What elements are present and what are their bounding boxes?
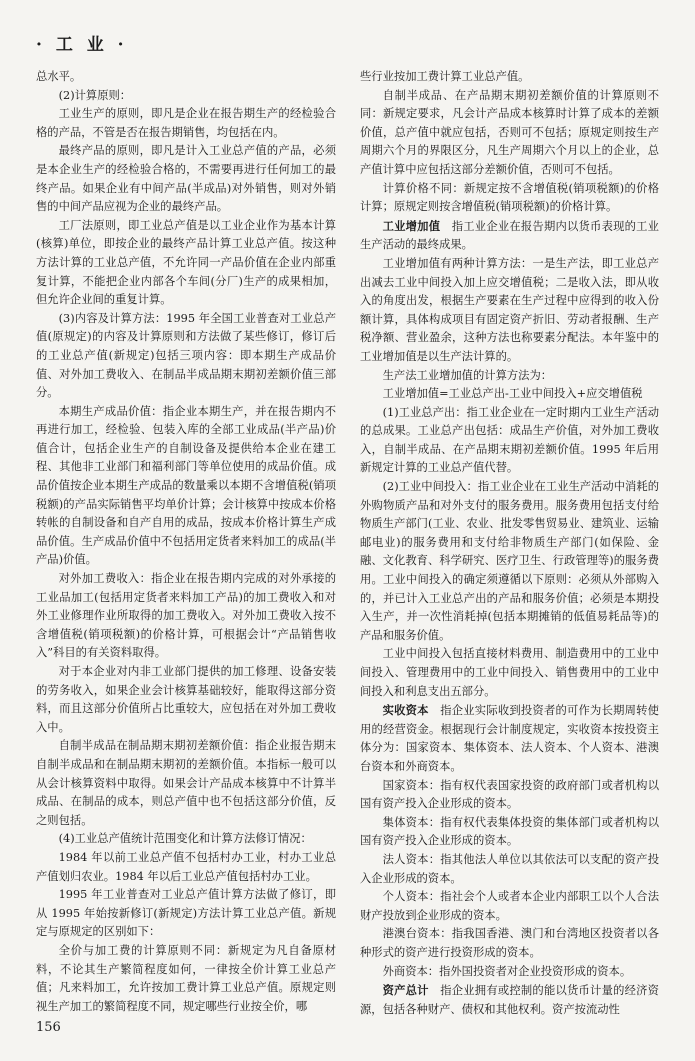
paragraph (360, 180, 659, 217)
paragraph (36, 942, 336, 1016)
paragraph (360, 925, 659, 962)
paragraph (360, 645, 659, 701)
paragraph-text: 1995 年工业普查对工业总产值计算方法做了修订，即从 1995 年始按新修订(新规定)方法计算工业总产值。新规定与原规定的区别如下： (36, 888, 336, 939)
paragraph (360, 814, 659, 851)
paragraph-text: 最终产品的原则，即凡是计入工业总产值的产品，必须是本企业生产的经检验合格的，不需要再进行任何加工的最终产品。如果企业有中间产品(半成品)对外销售，则对外销售的中间产品应视为企业的最终产品。 (36, 144, 336, 214)
term-heading: 工业增加值 (382, 218, 441, 233)
paragraph-text: 生产法工业增加值的计算方法为： (382, 368, 553, 382)
paragraph (360, 777, 659, 814)
paragraph-text: 自制半成品在制品期末期初差额价值：指企业报告期末自制半成品和在制品期末期初的差额价值。本指标一般可以从会计核算资料中取得。如果会计产品成本核算中不计算半成品、在制品的成本，则总产值中也不包括这部分价值，反之则包括。 (36, 739, 336, 827)
paragraph (36, 737, 336, 830)
paragraph (36, 886, 336, 942)
paragraph (36, 403, 336, 570)
paragraph (360, 701, 659, 776)
paragraph-text: 指企业拥有或控制的能以货币计量的经济资源，包括各种财产、债权和其他权利。资产按流动性 (360, 984, 659, 1016)
paragraph (36, 217, 336, 310)
term-heading: 实收资本 (382, 703, 429, 718)
paragraph-text: (4)工业总产值统计范围变化和计算方法修订情况： (58, 832, 312, 846)
paragraph-text: 对外加工费收入：指企业在报告期内完成的对外承接的工业品加工(包括用定货者来料加工产品)的加工费收入和对外工业修理作业所取得的加工费收入。对外加工费收入按不含增值税(销项税额)的价格计算，可根据会计“产品销售收入”科目的有关资料取得。 (36, 572, 336, 660)
paragraph (36, 310, 336, 403)
paragraph-text: (3)内容及计算方法：1995 年全国工业普查对工业总产值(原规定)的内容及计算原则和方法做了某些修订，修订后的工业总产值(新规定)包括三项内容：即本期生产成品价值、对外加工费收入、在制品半成品期末期初差额价值三部分。 (36, 311, 336, 400)
paragraph-text: (1)工业总产出：指工业企业在一定时期内工业生产活动的总成果。工业总产出包括：成品生产价值，对外加工费收入，自制半成品、在产品期末期初差额价值。1995 年后用新规定计算的工业总产值代替。 (360, 405, 659, 475)
paragraph (360, 68, 659, 87)
paragraph (360, 217, 659, 255)
paragraph-text: 集体资本：指有权代表集体投资的集体部门或者机构以国有资产投入企业形成的资本。 (360, 815, 659, 848)
paragraph-text: 总水平。 (36, 70, 82, 83)
paragraph-text: (2)工业中间投入：指工业企业在工业生产活动中消耗的外购物质产品和对外支付的服务费用。服务费用包括支付给物质生产部门(工业、农业、批发零售贸易业、建筑业、运输邮电业)的服务费用和支付给非物质生产部门(如保险、金融、文化教育、科学研究、医疗卫生、行政管理等)的服务费用。工业中间投入的确定须遵循以下原则：必须从外部购入的，并已计入工业总产出的产品和服务价值；必须是本期投入生产，并一次性消耗掉(包括本期摊销的低值易耗品等)的产品和服务价值。 (360, 480, 659, 642)
paragraph (360, 888, 659, 925)
paragraph-text: 指工业企业在报告期内以货币表现的工业生产活动的最终成果。 (360, 219, 659, 252)
left-column (36, 68, 336, 1016)
paragraph-text: 外商资本：指外国投资者对企业投资形成的资本。 (382, 964, 632, 978)
paragraph (36, 87, 336, 106)
page-number: 156 (36, 1020, 61, 1035)
paragraph-text: 工业生产的原则，即凡是企业在报告期生产的经检验合格的产品，不管是否在报告期销售，均包括在内。 (36, 107, 336, 139)
paragraph-text: 国家资本：指有权代表国家投资的政府部门或者机构以国有资产投入企业形成的资本。 (360, 778, 659, 811)
paragraph-text: 个人资本：指社会个人或者本企业内部职工以个人合法财产投放到企业形成的资本。 (360, 890, 659, 922)
paragraph-text: 1984 年以前工业总产值不包括村办工业，村办工业总产值划归农业。1984 年以后工业总产值包括村办工业。 (36, 850, 336, 883)
paragraph (36, 68, 336, 87)
paragraph (360, 478, 659, 645)
paragraph (360, 851, 659, 888)
paragraph (360, 255, 659, 367)
paragraph-text: 港澳台资本：指我国香港、澳门和台湾地区投资者以各种形式的资产进行投资形成的资本。 (360, 927, 659, 959)
paragraph (360, 367, 659, 386)
paragraph-text: 法人资本：指其他法人单位以其依法可以支配的资产投入企业形成的资本。 (360, 852, 659, 885)
paragraph-text: (2)计算原则： (58, 88, 132, 102)
paragraph-text: 对于本企业对内非工业部门提供的加工修理、设备安装的劳务收入，如果企业会计核算基础较好，能取得这部分资料，而且这部分价值所占比重较大，应包括在对外加工费收入中。 (36, 665, 336, 734)
section-header: · 工 业 · (36, 35, 128, 55)
term-heading: 资产总计 (382, 983, 429, 998)
paragraph-text: 工业中间投入包括直接材料费用、制造费用中的工业中间投入、管理费用中的工业中间投入、销售费用中的工业中间投入和利息支出五部分。 (360, 647, 659, 698)
paragraph (36, 105, 336, 142)
paragraph-text: 自制半成品、在产品期末期初差额价值的计算原则不同：新规定要求，凡会计产品成本核算时计算了成本的差额价值，总产值中就应包括，否则可不包括；原规定则按生产周期六个月的界限区分，凡生产周期六个月以上的企业，总产值计算中应包括这部分差额价值，否则可不包括。 (360, 88, 659, 176)
paragraph-text: 计算价格不同：新规定按不含增值税(销项税额)的价格计算；原规定则按含增值税(销项税额)的价格计算。 (360, 181, 659, 214)
right-column (360, 68, 659, 1019)
paragraph-text: 些行业按加工费计算工业总产值。 (360, 70, 530, 83)
paragraph-text: 工业增加值=工业总产出-工业中间投入+应交增值税 (382, 387, 643, 401)
paragraph (360, 981, 659, 1019)
paragraph (360, 963, 659, 982)
paragraph-text: 全价与加工费的计算原则不同：新规定为凡自备原材料，不论其生产繁简程度如何，一律按全价计算工业总产值；凡来料加工，允许按加工费计算工业总产值。原规定则视生产加工的繁简程度不同，规定哪些行业按全价，哪 (36, 943, 336, 1013)
paragraph (36, 663, 336, 737)
paragraph (360, 87, 659, 180)
paragraph (36, 849, 336, 886)
paragraph-text: 本期生产成品价值：指企业本期生产，并在报告期内不再进行加工，经检验、包装入库的全部工业成品(半产品)价值合计，包括企业生产的自制设备及提供给本企业在建工程、其他非工业部门和福利部门等单位使用的成品价值。成品价值按企业本期生产成品的数量乘以本期不含增值税(销项税额)的产品实际销售平均单价计算；会计核算中按成本价格转帐的自制设备和自产自用的成品，按成本价格计算生产成品价值。生产成品价值中不包括用定货者来料加工的成品(半产品)价值。 (36, 404, 336, 567)
paragraph (360, 404, 659, 478)
paragraph (36, 142, 336, 216)
paragraph (360, 385, 659, 404)
paragraph-text: 工厂法原则，即工业总产值是以工业企业作为基本计算(核算)单位，即按企业的最终产品计算工业总产值。按这种方法计算的工业总产值，不允许同一产品价值在企业内部重复计算，不能把企业内部各个车间(分厂)生产的成果相加，但允许企业间的重复计算。 (36, 218, 336, 307)
paragraph-text: 指企业实际收到投资者的可作为长期周转使用的经营资金。根据现行会计制度规定，实收资本按投资主体分为：国家资本、集体资本、法人资本、个人资本、港澳台资本和外商资本。 (360, 704, 659, 773)
paragraph (36, 570, 336, 663)
paragraph-text: 工业增加值有两种计算方法：一是生产法，即工业总产出减去工业中间投入加上应交增值税；二是收入法，即从收入的角度出发，根据生产要素在生产过程中应得到的收入份额计算，具体构成项目有固定资产折旧、劳动者报酬、生产税净额、营业盈余，这种方法也称要素分配法。本年鉴中的工业增加值是以生产法计算的。 (360, 256, 659, 363)
paragraph (36, 830, 336, 849)
